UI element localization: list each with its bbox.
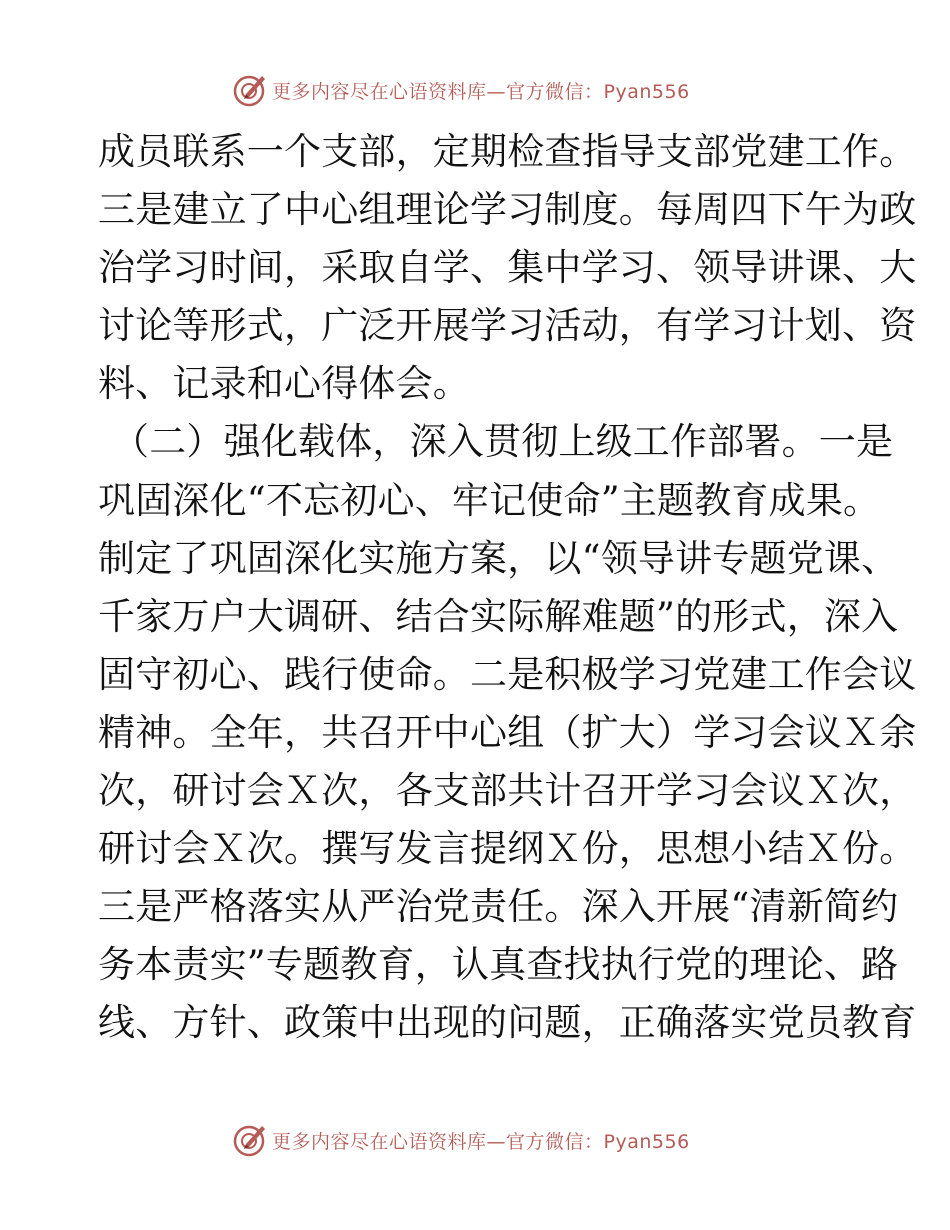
- text-line: 治学习时间，采取自学、集中学习、领导讲课、大: [98, 246, 917, 290]
- text-line: 研讨会Ｘ次。撰写发言提纲Ｘ份，思想小结Ｘ份。: [98, 827, 917, 871]
- text-line: 精神。全年，共召开中心组（扩大）学习会议Ｘ余: [98, 710, 917, 754]
- text-line: 讨论等形式，广泛开展学习活动，有学习计划、资: [98, 304, 917, 348]
- text-line: 成员联系一个支部，定期检查指导支部党建工作。: [98, 130, 917, 173]
- watermark-text: 更多内容尽在心语资料库—官方微信：Pyan556: [272, 80, 690, 103]
- watermark-bottom: [232, 1122, 690, 1158]
- text-line: 三是严格落实从严治党责任。深入开展“清新简约: [98, 885, 899, 929]
- watermark-top: [232, 72, 690, 108]
- pen-logo-icon: [232, 1122, 268, 1158]
- text-line: 务本责实”专题教育，认真查找执行党的理论、路: [98, 943, 899, 987]
- watermark-text: 更多内容尽在心语资料库—官方微信：Pyan556: [272, 1130, 690, 1153]
- text-line: 固守初心、践行使命。二是积极学习党建工作会议: [98, 652, 917, 696]
- text-line: 制定了巩固深化实施方案，以“领导讲专题党课、: [98, 536, 899, 580]
- text-line: 线、方针、政策中出现的问题，正确落实党员教育: [98, 1001, 917, 1045]
- text-line: 次，研讨会Ｘ次，各支部共计召开学习会议Ｘ次，: [98, 769, 917, 813]
- pen-logo-icon: [232, 72, 268, 108]
- text-line: 巩固深化“不忘初心、牢记使命”主题教育成果。: [98, 478, 881, 522]
- text-line: 三是建立了中心组理论学习制度。每周四下午为政: [98, 188, 917, 232]
- document-body: [98, 123, 917, 1053]
- section-heading-line: （二）强化载体，深入贯彻上级工作部署。一是: [112, 420, 894, 464]
- text-line: 料、记录和心得体会。: [98, 362, 470, 406]
- text-line: 千家万户大调研、结合实际解难题”的形式，深入: [98, 594, 899, 638]
